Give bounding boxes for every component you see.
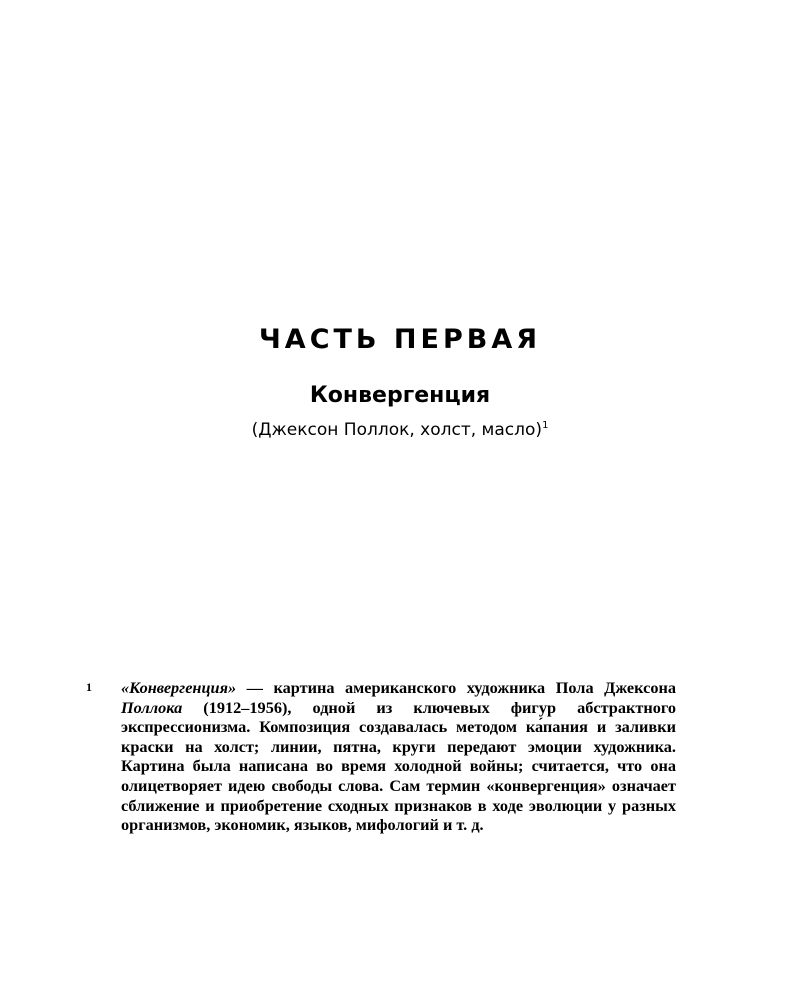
footnote-term: «Конвергенция» bbox=[121, 678, 237, 697]
chapter-subtitle bbox=[0, 417, 800, 443]
chapter-title: Конвергенция bbox=[309, 383, 491, 408]
footnote bbox=[86, 678, 696, 835]
footnote-text-part-2: (1912–1956), одной из ключевых фигур абстрактного экспрессионизма. Композиция создавалась методом ка́пания и заливки краски на холст; линии, пятна, круги передают эмоции художника. Картина была написана во время холодной войны; считается, что она олицетворяет идею свободы слова. Сам термин «конвергенция» означает сближение и приобретение сходных признаков в ходе эволюции у разных организмов, экономик, языков, мифологий и т. д. bbox=[121, 697, 676, 835]
footnote-reference[interactable]: 1 bbox=[542, 420, 549, 431]
footnote-marker: 1 bbox=[86, 680, 92, 694]
part-heading: ЧАСТЬ ПЕРВАЯ bbox=[258, 324, 542, 355]
footnote-artist-surname: Поллока bbox=[121, 697, 183, 717]
footnote-text bbox=[121, 678, 676, 835]
chapter-subtitle-text: (Джексон Поллок, холст, масло) bbox=[251, 420, 543, 440]
footnote-text-part-1: — картина американского художника Пола Джексона bbox=[236, 678, 676, 697]
